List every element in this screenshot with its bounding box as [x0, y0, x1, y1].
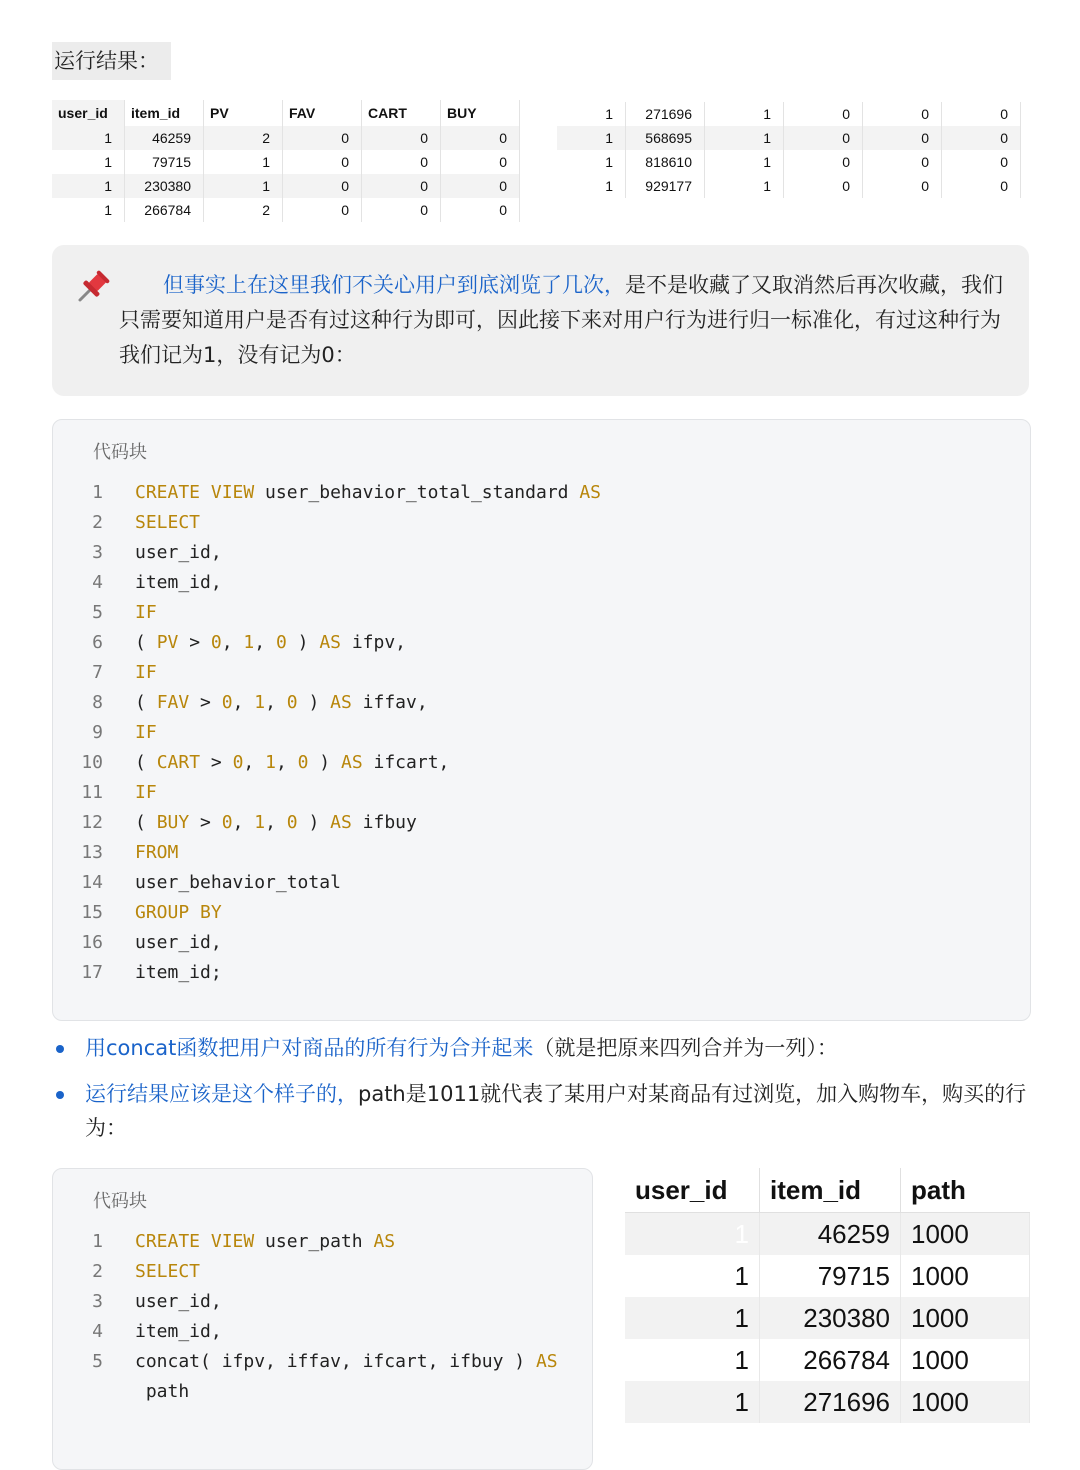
cell[interactable]: 0	[942, 174, 1021, 198]
callout-highlight: 但事实上在这里我们不关心用户到底浏览了几次，	[163, 273, 625, 297]
code-line	[53, 778, 157, 808]
code-block-standard-view[interactable]	[52, 419, 1031, 1021]
line-number: 5	[92, 602, 103, 623]
cell[interactable]: 0	[441, 198, 520, 222]
cell[interactable]: 0	[784, 102, 863, 126]
code-line	[53, 688, 428, 718]
code-text: user_id,	[135, 542, 222, 563]
bullet-body: （就是把原来四列合并为一列）：	[533, 1036, 838, 1060]
pushpin-icon	[76, 270, 110, 304]
bullet-text	[85, 1077, 1030, 1145]
cell[interactable]: 1	[625, 1255, 760, 1297]
code-block-label: 代码块	[93, 442, 147, 463]
cell[interactable]: 0	[441, 150, 520, 174]
table-row[interactable]	[625, 1255, 1029, 1297]
code-block-user-path[interactable]	[52, 1168, 593, 1470]
cell[interactable]: 1	[705, 150, 784, 174]
cell[interactable]: 230380	[125, 174, 204, 198]
table-row[interactable]	[625, 1339, 1029, 1381]
line-number: 7	[92, 662, 103, 683]
line-number: 16	[81, 932, 103, 953]
code-line	[53, 598, 157, 628]
line-number: 4	[92, 572, 103, 593]
code-line	[53, 1347, 558, 1377]
code-text: user_behavior_total	[135, 872, 341, 893]
code-text: user_id,	[135, 932, 222, 953]
line-number: 8	[92, 692, 103, 713]
result-table-left	[52, 100, 520, 222]
line-number: 12	[81, 812, 103, 833]
table-header-row	[625, 1168, 1029, 1213]
code-text: IF	[135, 662, 157, 683]
cell[interactable]: 1000	[901, 1297, 1030, 1339]
bullet-body: path是1011就代表了某用户对某商品有过浏览，加入购物车，购买的行为：	[85, 1082, 1027, 1140]
line-number: 3	[92, 542, 103, 563]
cell[interactable]: 1000	[901, 1255, 1030, 1297]
line-number: 4	[92, 1321, 103, 1342]
cell[interactable]: 1000	[901, 1213, 1030, 1256]
code-line	[53, 568, 222, 598]
code-line	[53, 1377, 190, 1407]
cell[interactable]: 1	[625, 1339, 760, 1381]
code-line	[53, 958, 222, 988]
line-number: 11	[81, 782, 103, 803]
table-row[interactable]	[52, 126, 520, 150]
path-result-table	[625, 1168, 1030, 1423]
col-header-fav[interactable]: FAV	[283, 100, 362, 126]
cell[interactable]: 0	[441, 174, 520, 198]
cell[interactable]: 271696	[760, 1381, 901, 1423]
cell[interactable]: 1	[557, 102, 626, 126]
bullet-highlight: 运行结果应该是这个样子的，	[85, 1082, 358, 1106]
col-header-cart[interactable]: CART	[362, 100, 441, 126]
code-text: ( CART > 0, 1, 0 ) AS ifcart,	[135, 752, 450, 773]
bullet-text	[85, 1031, 1030, 1065]
cell[interactable]: 2	[204, 126, 283, 150]
code-text: ( PV > 0, 1, 0 ) AS ifpv,	[135, 632, 407, 653]
table-row[interactable]	[52, 174, 520, 198]
bullet-highlight: 用concat函数把用户对商品的所有行为合并起来	[85, 1036, 534, 1060]
cell[interactable]: 1	[705, 102, 784, 126]
cell[interactable]: 1	[557, 174, 626, 198]
callout-body: 是不是收藏了又取消然后再次收藏，我们只需要知道用户是否有过这种行为即可，因此接下来对用户行为进行归一标准化，有过这种行为我们记为1，没有记为0：	[119, 273, 1003, 367]
line-number: 1	[92, 482, 103, 503]
code-line	[53, 808, 417, 838]
col-header-pv[interactable]: PV	[204, 100, 283, 126]
code-text: CREATE VIEW user_behavior_total_standard AS	[135, 482, 602, 503]
cell[interactable]: 1	[52, 150, 125, 174]
cell[interactable]: 1	[52, 174, 125, 198]
run-result-label: 运行结果：	[52, 42, 171, 80]
line-number: 6	[92, 632, 103, 653]
cell[interactable]: 0	[784, 174, 863, 198]
cell[interactable]: 1000	[901, 1339, 1030, 1381]
cell[interactable]: 0	[441, 126, 520, 150]
code-lines	[53, 1227, 558, 1407]
code-line	[53, 478, 602, 508]
table-row[interactable]	[52, 150, 520, 174]
code-text: ( BUY > 0, 1, 0 ) AS ifbuy	[135, 812, 417, 833]
code-text: item_id;	[135, 962, 222, 983]
bullet-dot-icon	[56, 1045, 64, 1053]
code-line	[53, 928, 222, 958]
cell[interactable]: 0	[362, 126, 441, 150]
cell[interactable]: 929177	[626, 174, 705, 198]
cell[interactable]: 79715	[760, 1255, 901, 1297]
code-line	[53, 658, 157, 688]
line-number: 13	[81, 842, 103, 863]
cell[interactable]: 0	[863, 126, 942, 150]
code-text: path	[135, 1381, 190, 1402]
cell[interactable]: 0	[283, 150, 362, 174]
cell[interactable]: 568695	[626, 126, 705, 150]
col-header-buy[interactable]: BUY	[441, 100, 520, 126]
table-row[interactable]	[557, 126, 1021, 150]
code-block-label: 代码块	[93, 1191, 147, 1212]
cell[interactable]: 1	[204, 150, 283, 174]
code-line	[53, 1257, 201, 1287]
code-line	[53, 718, 157, 748]
cell[interactable]: 2	[204, 198, 283, 222]
col-header-user-id[interactable]: user_id	[625, 1168, 760, 1213]
cell[interactable]: 0	[863, 150, 942, 174]
cell[interactable]: 46259	[760, 1213, 901, 1256]
cell[interactable]: 0	[283, 126, 362, 150]
table-row[interactable]	[557, 102, 1021, 126]
code-text: user_id,	[135, 1291, 222, 1312]
cell[interactable]: 1	[625, 1297, 760, 1339]
line-number: 17	[81, 962, 103, 983]
cell[interactable]: 1	[557, 150, 626, 174]
code-line	[53, 1317, 222, 1347]
cell[interactable]: 230380	[760, 1297, 901, 1339]
line-number: 3	[92, 1291, 103, 1312]
code-line	[53, 538, 222, 568]
cell[interactable]: 1	[52, 198, 125, 222]
col-header-item-id[interactable]: item_id	[125, 100, 204, 126]
cell[interactable]: 46259	[125, 126, 204, 150]
code-text: IF	[135, 602, 157, 623]
line-number: 14	[81, 872, 103, 893]
cell[interactable]: 1	[705, 174, 784, 198]
code-lines	[53, 478, 602, 988]
cell[interactable]: 0	[942, 126, 1021, 150]
line-number: 15	[81, 902, 103, 923]
line-number: 1	[92, 1231, 103, 1252]
cell[interactable]: 0	[942, 150, 1021, 174]
code-text: concat( ifpv, iffav, ifcart, ifbuy ) AS	[135, 1351, 558, 1372]
cell[interactable]: 0	[784, 126, 863, 150]
code-line	[53, 748, 450, 778]
bullet-item-result	[52, 1077, 1032, 1147]
code-line	[53, 898, 222, 928]
callout-text	[119, 268, 1009, 373]
table-header-row	[52, 100, 520, 126]
code-text: GROUP BY	[135, 902, 222, 923]
table-row[interactable]	[625, 1297, 1029, 1339]
code-line	[53, 838, 179, 868]
table-row[interactable]	[52, 198, 520, 222]
cell[interactable]: 266784	[760, 1339, 901, 1381]
cell[interactable]: 0	[863, 102, 942, 126]
line-number: 2	[92, 512, 103, 533]
code-text: SELECT	[135, 512, 201, 533]
table-row[interactable]	[625, 1381, 1029, 1423]
cell[interactable]: 0	[362, 198, 441, 222]
bullet-dot-icon	[56, 1091, 64, 1099]
line-number: 5	[92, 1351, 103, 1372]
col-header-path[interactable]: path	[901, 1168, 1030, 1213]
cell[interactable]: 0	[283, 174, 362, 198]
code-text: IF	[135, 722, 157, 743]
code-text: ( FAV > 0, 1, 0 ) AS iffav,	[135, 692, 428, 713]
cell[interactable]: 0	[863, 174, 942, 198]
line-number: 10	[81, 752, 103, 773]
table-row[interactable]	[625, 1213, 1029, 1256]
code-text: IF	[135, 782, 157, 803]
code-text: item_id,	[135, 1321, 222, 1342]
code-line	[53, 868, 341, 898]
result-table-right	[557, 102, 1021, 198]
cell[interactable]: 0	[784, 150, 863, 174]
code-text: CREATE VIEW user_path AS	[135, 1231, 396, 1252]
cell[interactable]: 266784	[125, 198, 204, 222]
col-header-item-id[interactable]: item_id	[760, 1168, 901, 1213]
cell[interactable]: 0	[362, 174, 441, 198]
table-row[interactable]	[557, 150, 1021, 174]
code-text: item_id,	[135, 572, 222, 593]
cell[interactable]: 0	[283, 198, 362, 222]
bullet-item-concat	[52, 1031, 1032, 1067]
code-line	[53, 1227, 396, 1257]
cell[interactable]: 1	[557, 126, 626, 150]
cell[interactable]: 1	[705, 126, 784, 150]
code-text: SELECT	[135, 1261, 201, 1282]
cell[interactable]: 0	[942, 102, 1021, 126]
code-line	[53, 628, 407, 658]
cell[interactable]: 1	[204, 174, 283, 198]
cell[interactable]: 1000	[901, 1381, 1030, 1423]
cell[interactable]: 0	[362, 150, 441, 174]
cell[interactable]: 271696	[626, 102, 705, 126]
line-number: 9	[92, 722, 103, 743]
code-text: FROM	[135, 842, 179, 863]
cell[interactable]: 79715	[125, 150, 204, 174]
cell[interactable]: 818610	[626, 150, 705, 174]
code-line	[53, 1287, 222, 1317]
code-line	[53, 508, 201, 538]
line-number: 2	[92, 1261, 103, 1282]
cell[interactable]: 1	[625, 1213, 760, 1256]
cell[interactable]: 1	[52, 126, 125, 150]
col-header-user-id[interactable]: user_id	[52, 100, 125, 126]
table-row[interactable]	[557, 174, 1021, 198]
cell[interactable]: 1	[625, 1381, 760, 1423]
